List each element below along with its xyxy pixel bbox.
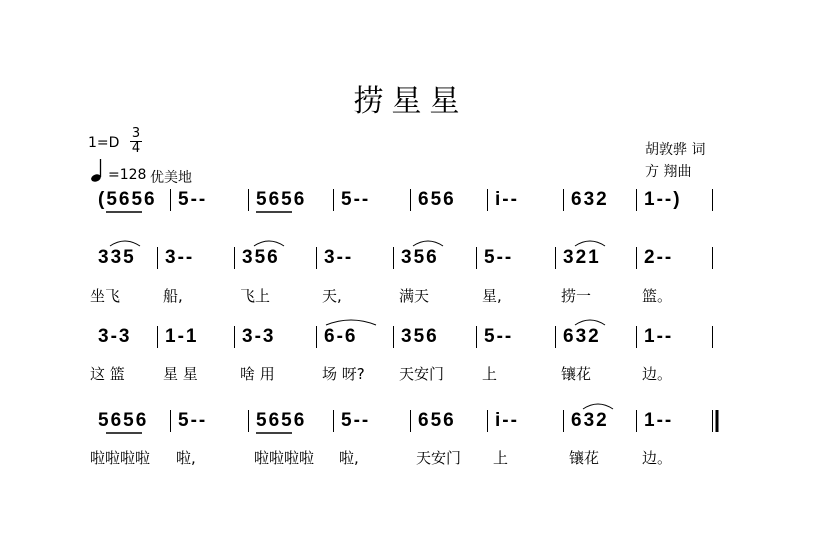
measure-notes: 5656 [98, 410, 149, 431]
measure-notes: 5-- [341, 189, 371, 210]
lyric-segment: 啦, [176, 449, 196, 467]
tempo-marking: =128 [108, 167, 147, 183]
lyric-segment: 捞一 [561, 287, 592, 305]
measure-notes: 1-1 [165, 326, 199, 347]
slur [326, 320, 376, 325]
measure-notes: 656 [418, 189, 456, 210]
lyric-segment: 星 星 [163, 365, 198, 383]
measure-notes: 356 [242, 247, 280, 268]
bar-line [234, 247, 235, 269]
measure-notes: 656 [418, 410, 456, 431]
measure-notes: 3-- [324, 247, 354, 268]
lyric-segment: 满天 [399, 287, 430, 305]
bar-line [333, 189, 334, 211]
measure-notes: 321 [563, 247, 601, 268]
slur [413, 241, 443, 246]
measure-notes: 1-- [644, 410, 674, 431]
lyric-segment: 啦, [339, 449, 359, 467]
slur [575, 320, 605, 325]
bar-line [393, 326, 394, 348]
song-title: 捞星星 [353, 84, 468, 119]
quarter-note-icon [90, 158, 106, 184]
bar-line [636, 189, 637, 211]
lyric-segment: 边。 [642, 365, 673, 383]
measure-notes: 356 [401, 326, 439, 347]
measure-notes: 1--) [644, 189, 682, 210]
measure-notes: 3-3 [242, 326, 276, 347]
measure-notes: 5-- [484, 247, 514, 268]
bar-line [316, 247, 317, 269]
measure-notes: 5-- [341, 410, 371, 431]
measure-notes: 5-- [484, 326, 514, 347]
measure-notes: 5-- [178, 410, 208, 431]
key-signature: 1=D [88, 135, 120, 151]
composer-credit: 方 翔曲 [645, 164, 692, 180]
bar-line [234, 326, 235, 348]
bar-line [170, 189, 171, 211]
bar-line [555, 247, 556, 269]
measure-notes: 3-- [165, 247, 195, 268]
bar-line [636, 410, 637, 432]
lyric-segment: 这 篮 [90, 365, 125, 383]
bar-line [636, 247, 637, 269]
lyric-segment: 镶花 [561, 365, 592, 383]
bar-line [157, 247, 158, 269]
time-signature-bottom: 4 [131, 141, 141, 156]
measure-notes: 2-- [644, 247, 674, 268]
measure-notes: 632 [563, 326, 601, 347]
time-signature [130, 127, 142, 156]
bar-line [636, 326, 637, 348]
bar-line [248, 410, 249, 432]
measure-notes: 6-6 [324, 326, 358, 347]
measure-notes: 5-- [178, 189, 208, 210]
bar-line [248, 189, 249, 211]
lyric-segment: 啦啦啦啦 [90, 449, 151, 467]
bar-line [393, 247, 394, 269]
lyric-segment: 啦啦啦啦 [254, 449, 315, 467]
bar-line [410, 410, 411, 432]
bar-line [712, 247, 713, 269]
slur [254, 241, 284, 246]
time-signature-top: 3 [131, 126, 141, 141]
measure-notes: 632 [571, 410, 609, 431]
lyric-segment: 镶花 [569, 449, 600, 467]
lyric-segment: 飞上 [240, 287, 271, 305]
measure-notes: i-- [495, 189, 519, 210]
lyric-segment: 篮。 [642, 287, 673, 305]
expression-marking: 优美地 [150, 170, 192, 186]
bar-line [410, 189, 411, 211]
lyric-segment: 星, [482, 287, 502, 305]
lyric-segment: 坐飞 [90, 287, 121, 305]
bar-line [157, 326, 158, 348]
measure-notes: i-- [495, 410, 519, 431]
slur [110, 241, 140, 246]
bar-line [476, 247, 477, 269]
lyric-segment: 天, [322, 287, 342, 305]
lyric-segment: 啥 用 [240, 365, 275, 383]
bar-line [487, 189, 488, 211]
measure-notes: 1-- [644, 326, 674, 347]
bar-line [712, 326, 713, 348]
measure-notes: 335 [98, 247, 136, 268]
measure-notes: 632 [571, 189, 609, 210]
measure-notes: 5656 [256, 410, 307, 431]
lyric-segment: 上 [482, 365, 498, 383]
bar-line [316, 326, 317, 348]
bar-line [555, 326, 556, 348]
measure-notes: 5656 [256, 189, 307, 210]
bar-line [563, 410, 564, 432]
lyric-segment: 天安门 [399, 365, 445, 383]
slur [575, 241, 605, 246]
lyric-segment: 边。 [642, 449, 673, 467]
lyricist-credit: 胡敦骅 词 [645, 142, 706, 158]
bar-line [487, 410, 488, 432]
bar-line [476, 326, 477, 348]
bar-line [712, 189, 713, 211]
bar-line [712, 410, 713, 432]
lyric-segment: 上 [493, 449, 509, 467]
slur [583, 404, 613, 409]
lyric-segment: 天安门 [416, 449, 462, 467]
lyric-segment: 场 呀? [322, 365, 365, 383]
measure-notes: (5656 [98, 189, 157, 210]
measure-notes: 356 [401, 247, 439, 268]
bar-line [333, 410, 334, 432]
measure-notes: 3-3 [98, 326, 132, 347]
bar-line [170, 410, 171, 432]
lyric-segment: 船, [163, 287, 183, 305]
bar-line [563, 189, 564, 211]
